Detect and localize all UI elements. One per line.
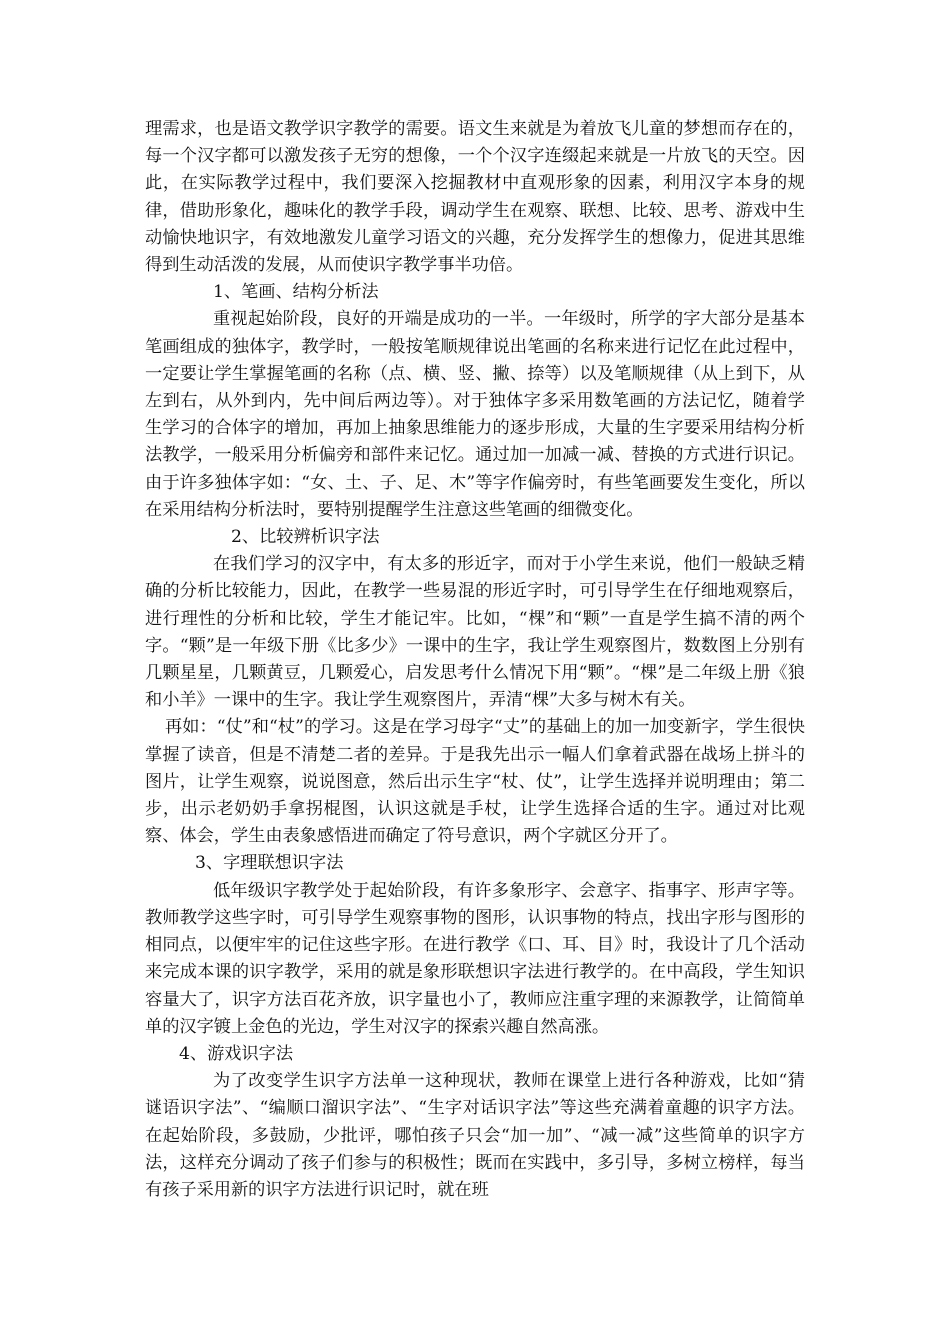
paragraph-intro: 理需求，也是语文教学识字教学的需要。语文生来就是为着放飞儿童的梦想而存在的，每一个汉字都可以激发孩子无穷的想像，一个个汉字连缀起来就是一片放飞的天空。因此，在实际教学过程中，我们要深入挖掘教材中直观形象的因素，利用汉字本身的规律，借助形象化，趣味化的教学手段，调动学生在观察、联想、比较、思考、游戏中生动愉快地识字，有效地激发儿童学习语文的兴趣，充分发挥学生的想像力，促进其思维得到生动活泼的发展，从而使识字教学事半功倍。	[145, 119, 805, 276]
paragraph-comparison: 在我们学习的汉字中，有太多的形近字，而对于小学生来说，他们一般缺乏精确的分析比较能力，因此，在教学一些易混的形近字时，可引导学生在仔细地观察后，进行理性的分析和比较，学生才能记牢。比如，“棵”和“颗”一直是学生搞不清的两个字。“颗”是一年级下册《比多少》一课中的生字，我让学生观察图片，数数图上分别有几颗星星，几颗黄豆，几颗爱心，启发思考什么情况下用“颗”。“棵”是二年级上册《狼和小羊》一课中的生字。我让学生观察图片，弄清“棵”大多与树木有关。	[145, 554, 805, 711]
heading-comparison-method: 2、比较辨析识字法	[231, 527, 380, 548]
document-body	[145, 116, 805, 1204]
paragraph-game: 为了改变学生识字方法单一这种现状，教师在课堂上进行各种游戏，比如“猜谜语识字法”、“编顺口溜识字法”、“生字对话识字法”等这些充满着童趣的识字方法。在起始阶段，多鼓励，少批评，哪怕孩子只会“加一加”、“减一减”这些简单的识字方法，这样充分调动了孩子们参与的积极性；既而在实践中，多引导，多树立榜样，每当有孩子采用新的识字方法进行识记时，就在班	[145, 1071, 805, 1200]
paragraph-comparison-example: 再如：“仗”和“杖”的学习。这是在学习母字“丈”的基础上的加一加变新字，学生很快掌握了读音，但是不清楚二者的差异。于是我先出示一幅人们拿着武器在战场上拼斗的图片，让学生观察，说说图意，然后出示生字“杖、仗”，让学生选择并说明理由；第二步，出示老奶奶手拿拐棍图，认识这就是手杖，让学生选择合适的生字。通过对比观察、体会，学生由表象感悟进而确定了符号意识，两个字就区分开了。	[145, 717, 805, 847]
heading-stroke-structure-method: 1、笔画、结构分析法	[213, 282, 379, 303]
paragraph-stroke-structure: 重视起始阶段，良好的开端是成功的一半。一年级时，所学的字大部分是基本笔画组成的独体字，教学时，一般按笔顺规律说出笔画的名称来进行记忆在此过程中，一定要让学生掌握笔画的名称（点、横、竖、撇、捺等）以及笔顺规律（从上到下，从左到右，从外到内，先中间后两边等）。对于独体字多采用数笔画的方法记忆，随着学生学习的合体字的增加，再加上抽象思维能力的逐步形成，大量的生字要采用结构分析法教学，一般采用分析偏旁和部件来记忆。通过加一加减一减、替换的方式进行识记。由于许多独体字如：“女、土、子、足、木”等字作偏旁时，有些笔画要发生变化，所以在采用结构分析法时，要特别提醒学生注意这些笔画的细微变化。	[145, 309, 805, 520]
heading-character-logic-method: 3、字理联想识字法	[195, 853, 344, 874]
paragraph-character-logic: 低年级识字教学处于起始阶段，有许多象形字、会意字、指事字、形声字等。教师教学这些字时，可引导学生观察事物的图形，认识事物的特点，找出字形与图形的相同点，以便牢牢的记住这些字形。在进行教学《口、耳、目》时，我设计了几个活动来完成本课的识字教学，采用的就是象形联想识字法进行教学的。在中高段，学生知识容量大了，识字方法百花齐放，识字量也小了，教师应注重字理的来源教学，让简简单单的汉字镀上金色的光边，学生对汉字的探索兴趣自然高涨。	[145, 880, 805, 1037]
heading-game-method: 4、游戏识字法	[179, 1043, 294, 1064]
